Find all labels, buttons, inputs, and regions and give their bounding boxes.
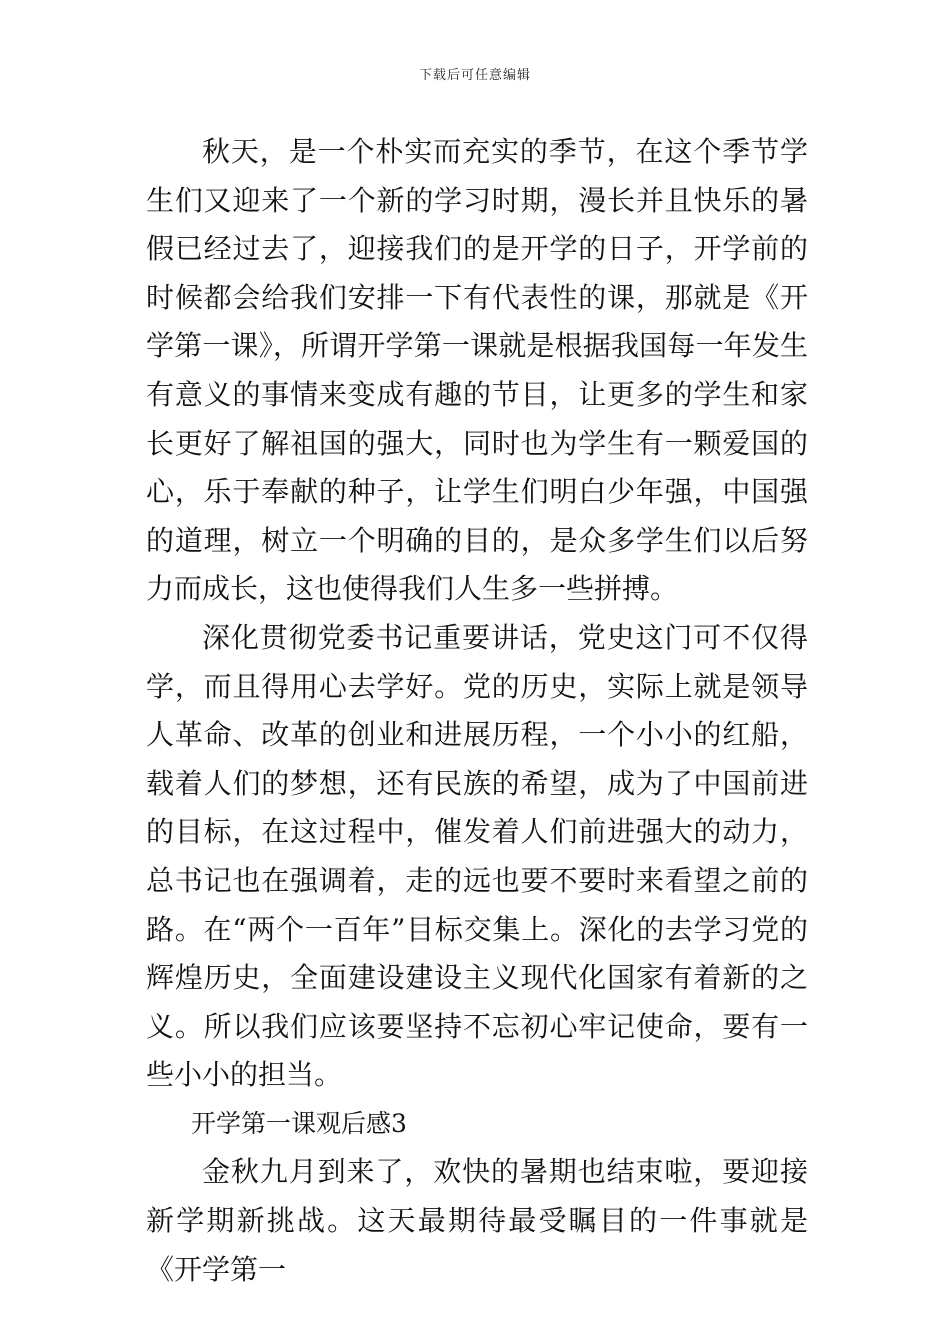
section-title: 开学第一课观后感3 [191,1108,407,1138]
paragraph-1: 秋天，是一个朴实而充实的季节，在这个季节学生们又迎来了一个新的学习时期，漫长并且快乐的暑假已经过去了，迎接我们的是开学的日子，开学前的时候都会给我们安排一下有代表性的课，那就是《开学第一课》，所谓开学第一课就是根据我国每一年发生有意义的事情来变成有趣的节目，让更多的学生和家长更好了解祖国的强大，同时也为学生有一颗爱国的心，乐于奉献的种子，让学生们明白少年强，中国强的道理，树立一个明确的目的，是众多学生们以后努力而成长，这也使得我们人生多一些拼搏。 [146,135,808,606]
paragraph-3: 金秋九月到来了，欢快的暑期也结束啦，要迎接新学期新挑战。这天最期待最受瞩目的一件事就是《开学第一 [146,1155,808,1286]
header-note: 下载后可任意编辑 [418,68,531,83]
document-body [146,128,808,1294]
paragraph-2: 深化贯彻党委书记重要讲话，党史这门可不仅得学，而且得用心去学好。党的历史，实际上就是领导人革命、改革的创业和进展历程，一个小小的红船，载着人们的梦想，还有民族的希望，成为了中国前进的目标，在这过程中，催发着人们前进强大的动力，总书记也在强调着，走的远也要不要时来看望之前的路。在“两个一百年”目标交集上。深化的去学习党的辉煌历史，全面建设建设主义现代化国家有着新的之义。所以我们应该要坚持不忘初心牢记使命，要有一些小小的担当。 [146,620,808,1092]
